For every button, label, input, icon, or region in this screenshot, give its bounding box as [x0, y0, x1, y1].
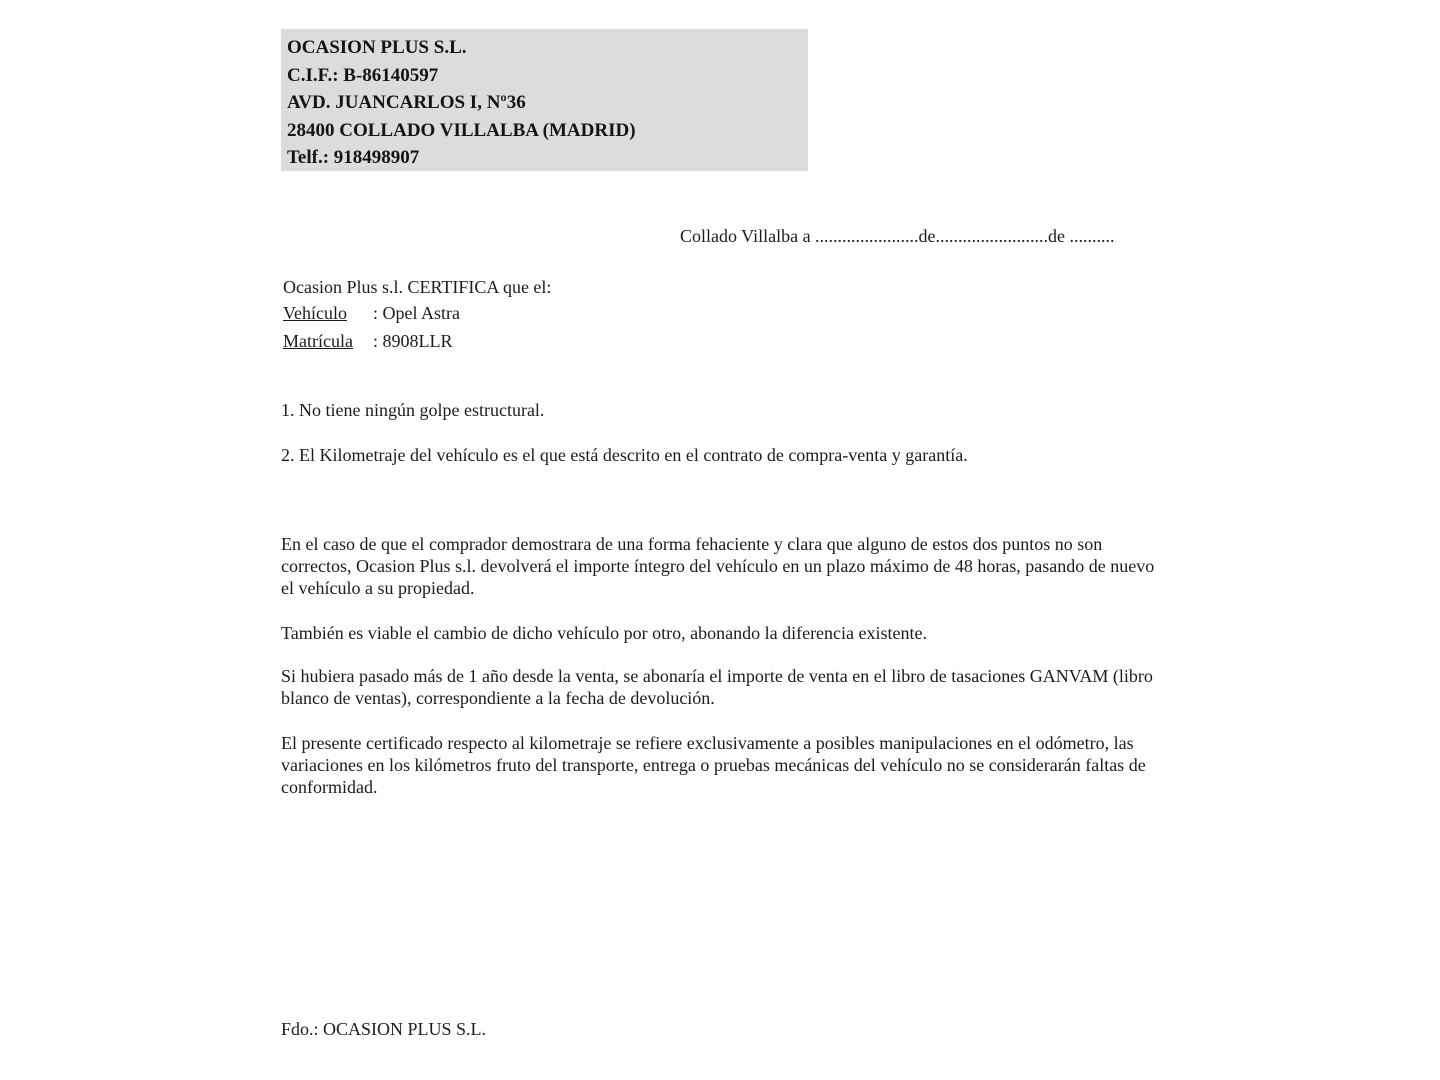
company-phone: Telf.: 918498907	[287, 147, 420, 168]
plate-label: Matrícula	[283, 331, 353, 351]
point-1: 1. No tiene ningún golpe estructural.	[281, 400, 545, 420]
point-2: 2. El Kilometraje del vehículo es el que está descrito en el contrato de compra-venta y garantía.	[281, 445, 968, 465]
paragraph-exchange: También es viable el cambio de dicho vehículo por otro, abonando la diferencia existente.	[281, 623, 928, 643]
company-cif: C.I.F.: B-86140597	[287, 64, 439, 86]
plate-field	[283, 330, 453, 352]
plate-value: : 8908LLR	[373, 331, 453, 351]
paragraph-ganvam: Si hubiera pasado más de 1 año desde la venta, se abonaría el importe de venta en el libro de tasaciones GANVAM (libro blanco de ventas), correspondiente a la fecha de devolución.	[281, 666, 1153, 708]
company-city: 28400 COLLADO VILLALBA (MADRID)	[287, 119, 636, 141]
vehicle-label: Vehículo	[283, 303, 347, 323]
vehicle-value: : Opel Astra	[373, 303, 460, 323]
company-header	[281, 29, 808, 171]
paragraph-odometer: El presente certificado respecto al kilometraje se refiere exclusivamente a posibles manipulaciones en el odómetro, las variaciones en los kilómetros fruto del transporte, entrega o pruebas mecánicas del vehículo no se considerarán faltas de conformidad.	[281, 733, 1146, 797]
company-address: AVD. JUANCARLOS I, Nº36	[287, 92, 526, 113]
date-line: Collado Villalba a .......................de.........................de ..........	[680, 226, 1115, 246]
signature: Fdo.: OCASION PLUS S.L.	[281, 1019, 487, 1039]
company-name: OCASION PLUS S.L.	[287, 37, 467, 58]
paragraph-refund: En el caso de que el comprador demostrara de una forma fehaciente y clara que alguno de estos dos puntos no son correctos, Ocasion Plus s.l. devolverá el importe íntegro del vehículo en un plazo máximo de 48 horas, pasando de nuevo el vehículo a su propiedad.	[281, 534, 1155, 598]
certificate-intro: Ocasion Plus s.l. CERTIFICA que el:	[283, 277, 552, 297]
vehicle-field	[283, 302, 460, 324]
